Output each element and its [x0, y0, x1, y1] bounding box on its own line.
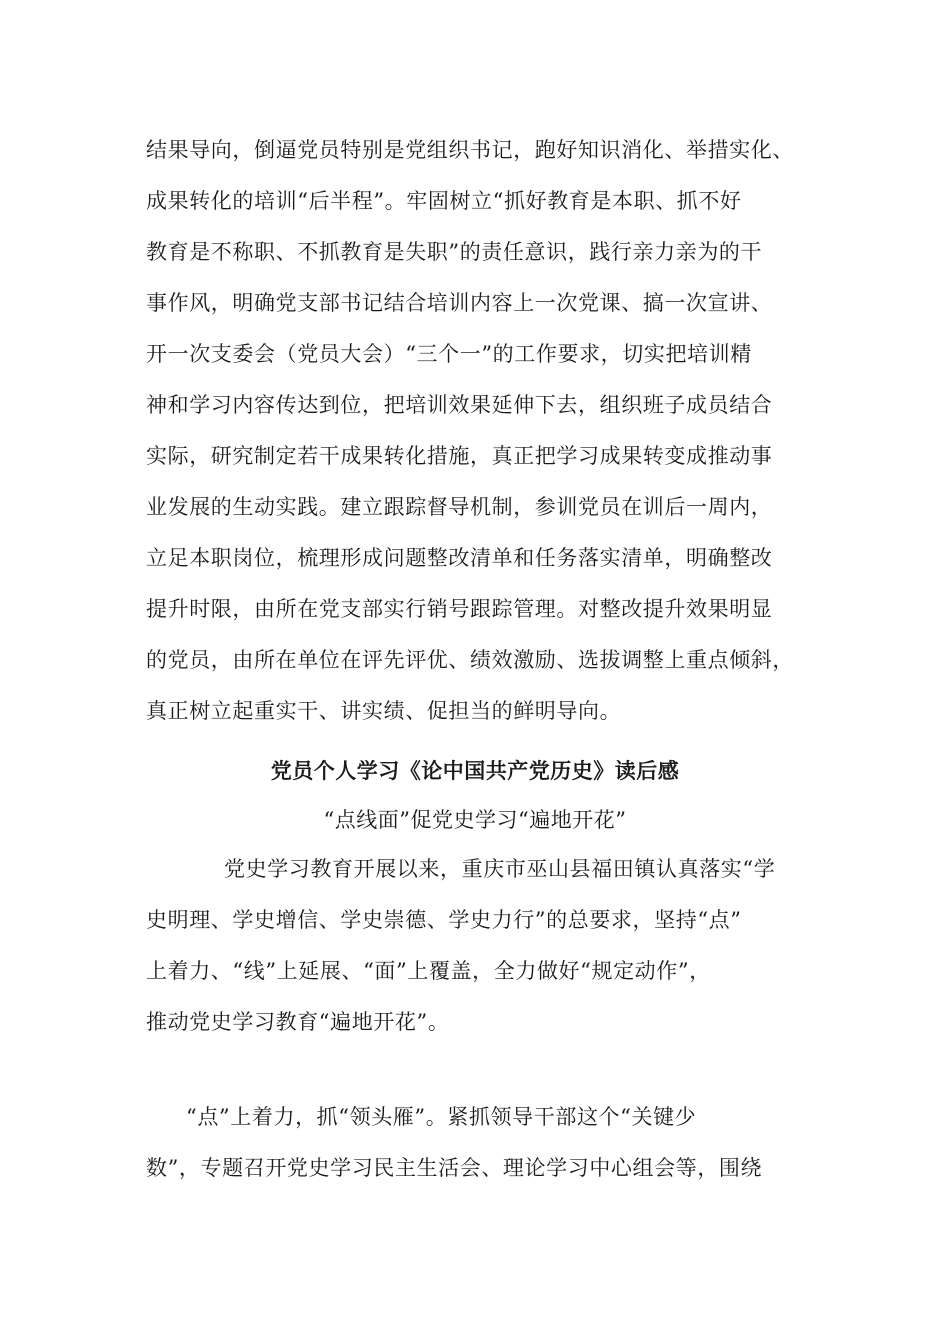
text-line: 神和学习内容传达到位，把培训效果延伸下去，组织班子成员结合	[146, 393, 773, 417]
text-line: 数”，专题召开党史学习民主生活会、理论学习中心组会等，围绕	[146, 1156, 763, 1180]
text-line: 提升时限，由所在党支部实行销号跟踪管理。对整改提升效果明显	[146, 597, 773, 621]
text-line: 事作风，明确党支部书记结合培训内容上一次党课、搞一次宣讲、	[146, 291, 773, 315]
text-line: 结果导向，倒逼党员特别是党组织书记，跑好知识消化、举措实化、	[146, 138, 794, 162]
text-line: 真正树立起重实干、讲实绩、促担当的鲜明导向。	[146, 699, 622, 723]
text-line: 实际，研究制定若干成果转化措施，真正把学习成果转变成推动事	[146, 444, 773, 468]
article-subtitle: “点线面”促党史学习“遍地开花”	[323, 808, 627, 832]
text-line: 史明理、学史增信、学史崇德、学史力行”的总要求，坚持“点”	[146, 908, 742, 932]
text-line: 业发展的生动实践。建立跟踪督导机制，参训党员在训后一周内，	[146, 495, 773, 519]
text-line: “点”上着力，抓“领头雁”。紧抓领导干部这个“关键少	[186, 1105, 697, 1129]
text-line: 教育是不称职、不抓教育是失职”的责任意识，践行亲力亲为的干	[146, 240, 763, 264]
text-line: 立足本职岗位，梳理形成问题整改清单和任务落实清单，明确整改	[146, 546, 773, 570]
text-line: 开一次支委会（党员大会）“三个一”的工作要求，切实把培训精	[146, 342, 752, 366]
text-line: 推动党史学习教育“遍地开花”。	[146, 1010, 450, 1034]
article-title: 党员个人学习《论中国共产党历史》读后感	[270, 758, 680, 783]
text-line: 成果转化的培训“后半程”。牢固树立“抓好教育是本职、抓不好	[146, 189, 742, 213]
text-line: 党史学习教育开展以来，重庆市巫山县福田镇认真落实“学	[224, 857, 776, 881]
text-line: 的党员，由所在单位在评先评优、绩效激励、选拔调整上重点倾斜，	[146, 648, 794, 672]
text-line: 上着力、“线”上延展、“面”上覆盖，全力做好“规定动作”，	[146, 959, 711, 983]
